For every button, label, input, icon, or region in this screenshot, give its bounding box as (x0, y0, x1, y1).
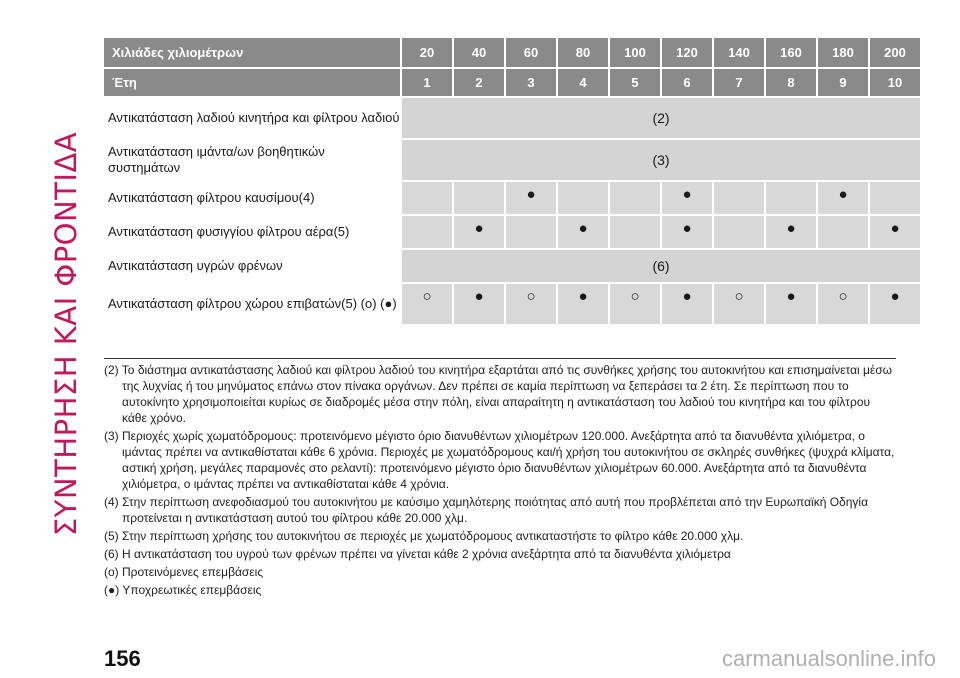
notes-divider (104, 358, 896, 359)
table-row-fuel-filter (104, 182, 920, 214)
schedule-cell (454, 182, 504, 214)
row-label: Αντικατάσταση φυσιγγίου φίλτρου αέρα(5) (104, 216, 400, 248)
table-row-belts (104, 140, 920, 180)
schedule-cell (766, 182, 816, 214)
schedule-cell (402, 216, 452, 248)
section-title-text: ΣΥΝΤΗΡΗΣΗ ΚΑΙ ΦΡΟΝΤΙΔΑ (49, 131, 83, 537)
table-row-air-filter (104, 216, 920, 248)
schedule-cell (506, 216, 556, 248)
footnote-ref: (3) (104, 429, 119, 443)
km-header-cell: 160 (766, 38, 816, 67)
schedule-cell: ● (662, 284, 712, 324)
row-span-note: (6) (402, 250, 920, 282)
km-header-cell: 180 (818, 38, 868, 67)
footnote-ref: (4) (104, 495, 119, 509)
km-header-cell: 20 (402, 38, 452, 67)
year-header-cell: 5 (610, 69, 660, 96)
km-header-label: Χιλιάδες χιλιομέτρων (104, 38, 400, 67)
footnote (104, 494, 896, 526)
schedule-cell (610, 182, 660, 214)
km-header-cell: 120 (662, 38, 712, 67)
schedule-cell: ● (818, 182, 868, 214)
schedule-cell: ● (558, 284, 608, 324)
footnote-ref: (5) (104, 529, 119, 543)
footnote-text: Η αντικατάσταση του υγρού των φρένων πρέπει να γίνεται κάθε 2 χρόνια ανεξάρτητα από τα διανυθέντα χιλιόμετρα (122, 547, 731, 561)
footnote-ref: (6) (104, 547, 119, 561)
schedule-cell: ● (662, 182, 712, 214)
row-label: Αντικατάσταση φίλτρου χώρου επιβατών(5) (o) (●) (104, 284, 400, 324)
schedule-cell (714, 216, 764, 248)
schedule-cell: ● (454, 216, 504, 248)
km-header-cell: 80 (558, 38, 608, 67)
footnote (104, 428, 896, 492)
schedule-cell: ○ (610, 284, 660, 324)
schedule-cell: ● (662, 216, 712, 248)
schedule-cell: ○ (402, 284, 452, 324)
footnotes (104, 362, 896, 600)
year-header-cell: 2 (454, 69, 504, 96)
year-header-cell: 7 (714, 69, 764, 96)
schedule-cell (818, 216, 868, 248)
schedule-cell: ● (870, 284, 920, 324)
km-header-cell: 200 (870, 38, 920, 67)
schedule-cell: ○ (818, 284, 868, 324)
footnote-ref: (●) (104, 583, 120, 597)
schedule-cell: ● (506, 182, 556, 214)
years-header-row (104, 69, 920, 96)
section-side-title (36, 24, 96, 644)
footnote-ref: (2) (104, 363, 119, 377)
year-header-cell: 6 (662, 69, 712, 96)
footnote (104, 564, 896, 580)
footnote-text: Στην περίπτωση ανεφοδιασμού του αυτοκινήτου με καύσιμο χαμηλότερης ποιότητας από αυτή που προβλέπεται από την Ευρωπαϊκή Οδηγία προτείνεται η αντικατάσταση αυτού του φίλτρου κάθε 20.000 χλμ. (122, 495, 869, 525)
km-header-cell: 40 (454, 38, 504, 67)
maintenance-schedule-table (102, 36, 922, 326)
footnote (104, 528, 896, 544)
page-number: 156 (104, 646, 141, 671)
row-label: Αντικατάσταση λαδιού κινητήρα και φίλτρου λαδιού (104, 98, 400, 138)
row-span-note: (3) (402, 140, 920, 180)
footnote-text: Το διάστημα αντικατάστασης λαδιού και φίλτρου λαδιού του κινητήρα εξαρτάται από τις συνθήκες χρήσης του αυτοκινήτου και επισημαίνεται μέσω της λυχνίας ή του μηνύματος επάνω στον πίνακα οργάνων. Δεν πρέπει σε καμία περίπτωση να ξεπεράσει τα 2 έτη. Σε περίπτωση που το αυτοκίνητο χρησιμοποιείται κυρίως σε διαδρομές μέσα στην πόλη, είναι απαραίτητη η αντικατάσταση του λαδιού του κινητήρα και του φίλτρου κάθε χρόνο. (121, 363, 893, 425)
schedule-cell: ● (870, 216, 920, 248)
schedule-cell (558, 182, 608, 214)
footnote (104, 546, 896, 562)
schedule-cell: ● (558, 216, 608, 248)
watermark: carmanualsonline.info (721, 646, 936, 671)
row-label: Αντικατάσταση ιμάντα/ων βοηθητικών συστημάτων (104, 140, 400, 180)
years-header-label: Έτη (104, 69, 400, 96)
year-header-cell: 1 (402, 69, 452, 96)
schedule-cell: ○ (714, 284, 764, 324)
table-row-cabin-filter (104, 284, 920, 324)
row-label: Αντικατάσταση υγρών φρένων (104, 250, 400, 282)
schedule-cell: ○ (506, 284, 556, 324)
year-header-cell: 9 (818, 69, 868, 96)
table-row-engine-oil (104, 98, 920, 138)
km-header-cell: 60 (506, 38, 556, 67)
schedule-cell: ● (454, 284, 504, 324)
row-label: Αντικατάσταση φίλτρου καυσίμου(4) (104, 182, 400, 214)
footnote (104, 362, 896, 426)
km-header-row (104, 38, 920, 67)
footnote (104, 582, 896, 598)
schedule-cell (714, 182, 764, 214)
footnote-text: Υποχρεωτικές επεμβάσεις (122, 583, 262, 597)
schedule-cell (610, 216, 660, 248)
footnote-text: Προτεινόμενες επεμβάσεις (122, 565, 264, 579)
year-header-cell: 4 (558, 69, 608, 96)
schedule-cell: ● (766, 216, 816, 248)
footnote-text: Περιοχές χωρίς χωματόδρομους: προτεινόμενο μέγιστο όριο διανυθέντων χιλιομέτρων 120.000. Ανεξάρτητα από τα διανυθέντα χιλιόμετρα, ο ιμάντας πρέπει να αντικαθίσταται κάθε 6 χρόνια. Περιοχές με χωματόδρομους και/ή χρήση του αυτοκινήτου σε σκληρές συνθήκες (ψυχρά κλίματα, αστική χρήση, μεγάλες παραμονές στο ρελαντί): προτεινόμενο μέγιστο όριο διανυθέντων χιλιομέτρων 60.000. Ανεξάρτητα από τα διανυθέντα χιλιόμετρα, ο ιμάντας πρέπει να αντικαθίσταται κάθε 4 χρόνια. (122, 429, 895, 491)
footnote-text: Στην περίπτωση χρήσης του αυτοκινήτου σε περιοχές με χωματόδρομους αντικαταστήστε το φίλτρο κάθε 20.000 χλμ. (122, 529, 744, 543)
year-header-cell: 10 (870, 69, 920, 96)
row-span-note: (2) (402, 98, 920, 138)
schedule-cell: ● (766, 284, 816, 324)
footnote-ref: (o) (104, 565, 119, 579)
year-header-cell: 8 (766, 69, 816, 96)
schedule-cell (402, 182, 452, 214)
year-header-cell: 3 (506, 69, 556, 96)
table-row-brake-fluid (104, 250, 920, 282)
km-header-cell: 100 (610, 38, 660, 67)
schedule-cell (870, 182, 920, 214)
km-header-cell: 140 (714, 38, 764, 67)
